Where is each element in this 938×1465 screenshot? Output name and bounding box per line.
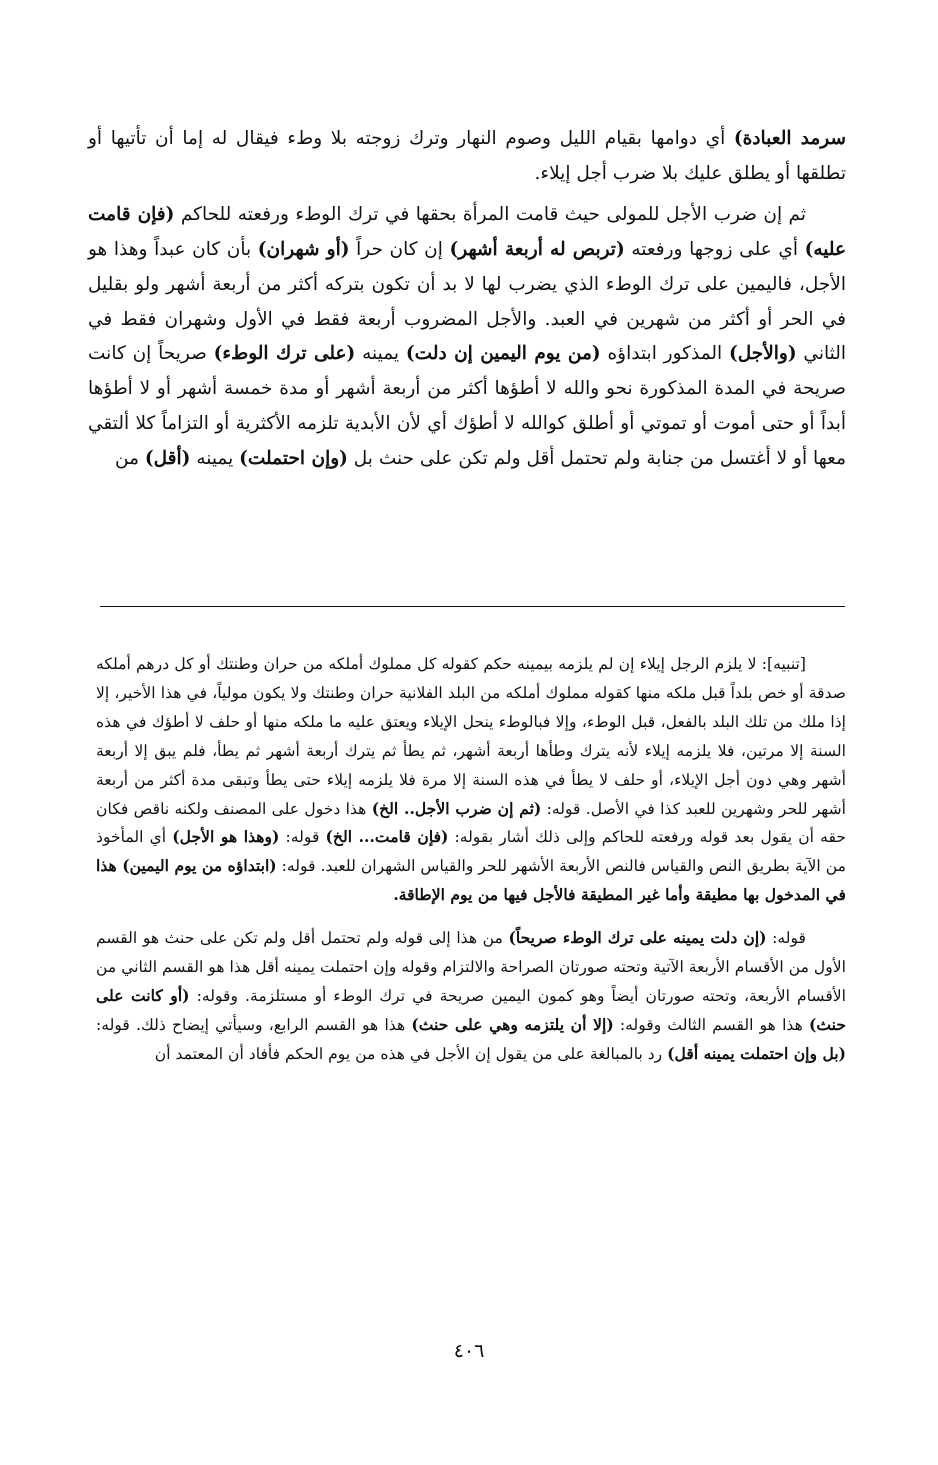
notes-paragraph: [96, 650, 846, 910]
text-segment: هذا هو القسم الثالث وقوله:: [613, 1015, 809, 1034]
bold-quote: سرمد العبادة): [733, 128, 846, 149]
text-segment: ثم إن ضرب الأجل للمولى حيث قامت المرأة بحقها في ترك الوطء ورفعته للحاكم: [174, 203, 806, 225]
text-segment: [تنبيه]: لا يلزم الرجل إيلاء إن لم يلزمه بيمينه حكم كقوله كل مملوك أملكه من حران وطنتك أو كل درهم أملكه صدقة أو خص بلداً قبل ملكه منها كقوله مملوك أملكه من البلد الفلانية حران وطنتك ولا يكون مولياً، في هذا الأخير، إلا إذا ملك من تلك البلد بالفعل، قبل الوطء، وإلا فبالوطء ينحل الإيلاء ويعتق عليه ما ملكه منها أو حلف لا أطؤك في هذه السنة إلا مرتين، فلا يلزمه إيلاء لأنه يترك وطأها أربعة أشهر، ثم يطأ ثم يترك أربعة أشهر ثم يطأ، فلم يبق إلا أربعة أشهر وهي دون أجل الإيلاء، أو حلف لا يطأ في هذه السنة إلا مرة فلا يلزمه إيلاء حتى يطأ وتبقى مدة أكثر من أربعة أشهر للحر وشهرين للعبد كذا في الأصل. قوله:: [96, 655, 847, 818]
bold-quote: (تربص له أربعة أشهر): [449, 238, 625, 260]
bold-quote: (ثم إن ضرب الأجل.. الخ): [371, 798, 542, 818]
text-segment: صريحاً إن كانت صريحة في المدة المذكورة نحو والله لا أطؤها أكثر من أربعة أشهر أو مدة خمسة أشهر أو لا أطؤها أبداً أو حتى أموت أو تموتي أو أطلق كوالله لا أطؤك أي لأن الأبدية تلزمه الأكثرية أو التزاماً كلا ألتقي معها أو لا أغتسل من جنابة ولم تحتمل أقل ولم تكن على حنث بل: [88, 343, 846, 470]
bold-quote: (أقل): [144, 448, 191, 470]
bold-quote: (أو كانت على حنث): [96, 985, 847, 1034]
main-paragraph: [88, 122, 846, 192]
text-segment: أي على زوجها ورفعته: [624, 238, 805, 260]
footnote-separator: [100, 606, 845, 607]
bold-quote: (فإن قامت... الخ): [325, 827, 449, 847]
text-segment: أي المأخوذ من الآية بطريق النص والقياس فالنص الأربعة الأشهر للحر والقياس الشهران للعبد. قوله:: [96, 828, 846, 876]
main-paragraph: [88, 198, 846, 477]
bold-quote: (إن دلت يمينه على ترك الوطء صريحاً): [508, 928, 767, 948]
text-segment: يمينه: [190, 448, 240, 470]
bold-quote: (والأجل): [729, 343, 797, 365]
bold-quote: (وهذا هو الأجل): [172, 827, 280, 847]
text-segment: يمينه: [355, 343, 406, 365]
text-segment: قوله:: [279, 828, 326, 847]
bold-quote: (على ترك الوطء): [213, 343, 356, 365]
commentary-notes: [96, 650, 846, 1069]
text-segment: قوله:: [766, 929, 806, 948]
bold-quote: (إلا أن يلتزمه وهي على حنث): [411, 1014, 614, 1034]
text-segment: من: [115, 448, 145, 470]
text-segment: إن كان حراً: [349, 238, 450, 260]
text-segment: المذكور ابتداؤه: [600, 343, 729, 365]
bold-quote: (وإن احتملت): [239, 448, 348, 470]
page-number: ٤٠٦: [453, 1340, 485, 1362]
text-segment: أي دوامها بقيام الليل وصوم النهار وترك زوجته بلا وطء فيقال له إما أن تأتيها أو تطلقها أو يطلق عليك بلا ضرب أجل إيلاء.: [88, 128, 846, 184]
text-segment: بأن كان عبداً وهذا هو الأجل، فاليمين على ترك الوطء الذي يضرب لها لا بد أن تكون بتركه أكثر من أربعة أشهر ولو بقليل في الحر أو أكثر من شهرين في العبد. والأجل المضروب أربعة فقط في الأول وشهران فقط في الثاني: [88, 238, 846, 365]
text-segment: من هذا إلى قوله ولم تحتمل أقل ولم تكن على حنث هو القسم الأول من الأقسام الأربعة الآتية وتحته صورتان الصراحة والالتزام وقوله وإن احتملت يمينه أقل هذا هو القسم الثاني من الأقسام الأربعة، وتحته صورتان أيضاً وهو كمون اليمين صريحة في ترك الوطء أو مستلزمة. وقوله:: [96, 929, 847, 1005]
bold-quote: (أو شهران): [257, 238, 350, 260]
bold-quote: (من يوم اليمين إن دلت): [405, 343, 601, 365]
text-segment: هذا دخول على المصنف ولكنه ناقص فكان حقه أن يقول بعد قوله ورفعته للحاكم وإلى ذلك أشار بقوله:: [96, 799, 846, 847]
text-segment: رد بالمبالغة على من يقول إن الأجل في هذه من يوم الحكم فأفاد أن المعتمد أن: [154, 1044, 668, 1063]
main-text: [88, 122, 846, 477]
bold-quote: (فإن قامت عليه): [88, 203, 847, 260]
text-segment: هذا هو القسم الرابع، وسيأتي إيضاح ذلك. قوله:: [96, 1015, 412, 1034]
bold-quote: (ابتداؤه من يوم اليمين) هذا في المدخول بها مطيقة وأما غير المطيقة فالأجل فيها من يوم الإطاقة.: [96, 856, 846, 905]
bold-quote: (بل وإن احتملت يمينه أقل): [667, 1043, 846, 1063]
notes-paragraph: [96, 924, 846, 1069]
